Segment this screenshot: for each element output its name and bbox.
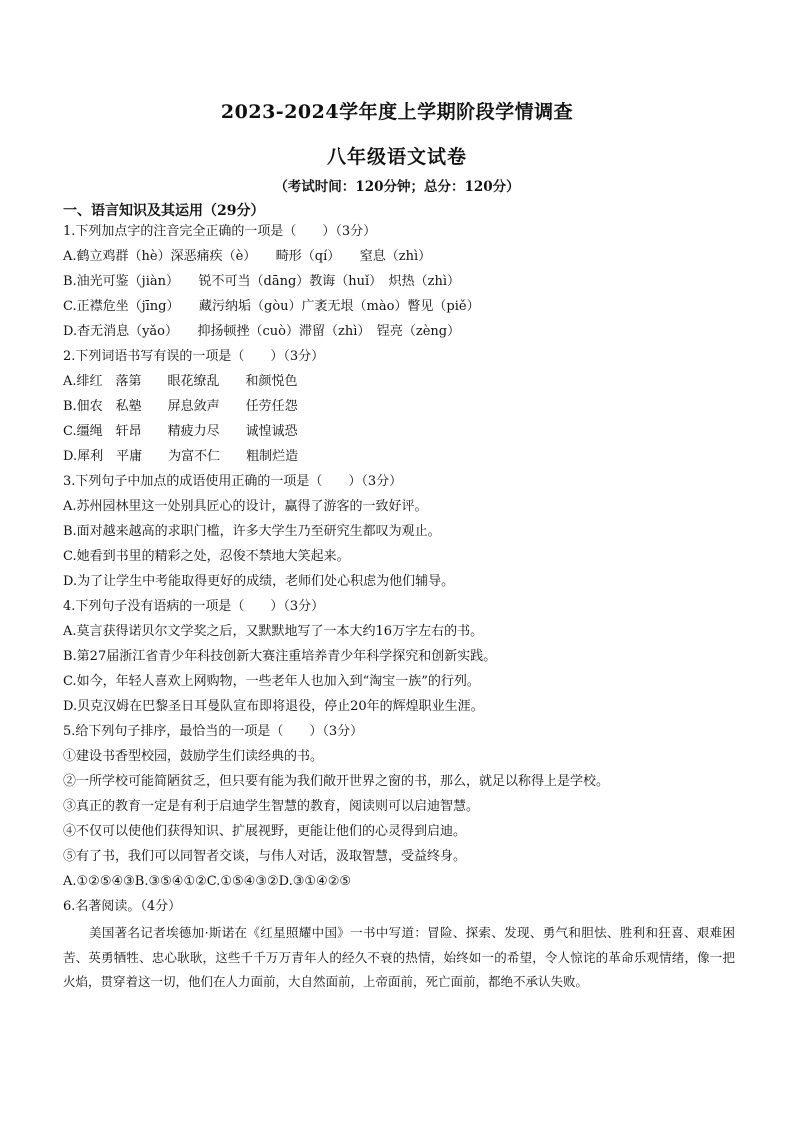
question-2-option-d: D.犀利 平庸 为富不仁 粗制烂造 [63,449,299,464]
question-5-sentence-4: ④不仅可以使他们获得知识、扩展视野，更能让他们的心灵得到启迪。 [63,824,467,839]
question-3-option-c: C.她看到书里的精彩之处，忍俊不禁地大笑起来。 [63,549,350,564]
question-6-stem: 6.名著阅读。（4分） [63,899,182,914]
question-4-option-b: B.第27届浙江省青少年科技创新大赛注重培养青少年科学探究和创新实践。 [63,649,497,664]
question-2-option-b: B.佃农 私塾 屏息敛声 任劳任怨 [63,399,298,414]
question-3-option-b: B.面对越来越高的求职门槛，许多大学生乃至研究生都叹为观止。 [63,524,441,539]
exam-info: （考试时间：120分钟；总分：120分） [274,179,520,195]
question-3-stem: 3.下列句子中加点的成语使用正确的一项是（ ）（3分） [63,474,403,489]
question-5-sentence-5: ⑤有了书，我们可以同智者交谈，与伟人对话，汲取智慧，受益终身。 [63,849,467,864]
question-1-stem: 1.下列加点字的注音完全正确的一项是（ ）（3分） [63,224,377,239]
question-5-stem: 5.给下列句子排序，最恰当的一项是（ ）（3分） [63,724,364,739]
question-4-option-a: A.莫言获得诺贝尔文学奖之后，又默默地写了一本大约16万字左右的书。 [63,624,484,639]
question-2-option-c: C.缰绳 轩昂 精疲力尽 诚惶诚恐 [63,424,298,439]
question-2-stem: 2.下列词语书写有误的一项是（ ）（3分） [63,349,325,364]
question-4-stem: 4.下列句子没有语病的一项是（ ）（3分） [63,599,325,614]
question-5-sentence-3: ③真正的教育一定是有利于启迪学生智慧的教育，阅读则可以启迪智慧。 [63,799,480,814]
question-2-option-a: A.绯红 落第 眼花缭乱 和颜悦色 [63,374,298,389]
question-1-option-b: B.油光可鉴（jiàn） 锐不可当（dāng）教诲（huǐ） 炽热（zhì） [63,274,461,289]
question-1-option-c: C.正襟危坐（jīng） 藏污纳垢（gòu）广袤无垠（mào）瞥见（piě） [63,299,480,314]
question-4-option-c: C.如今，年轻人喜欢上网购物，一些老年人也加入到“淘宝一族”的行列。 [63,674,480,689]
question-3-option-d: D.为了让学生中考能取得更好的成绩，老师们处心积虑为他们辅导。 [63,574,455,589]
questions-body [63,223,743,923]
question-3-option-a: A.苏州园林里这一处别具匠心的设计，赢得了游客的一致好评。 [63,499,428,514]
question-1-option-a: A.鹤立鸡群（hè）深恶痛疾（è） 畸形（qí） 窒息（zhì） [63,249,432,264]
question-4-option-d: D.贝克汉姆在巴黎圣日耳曼队宣布即将退役，停止20年的辉煌职业生涯。 [63,699,484,714]
section-heading: 一、语言知识及其运用（29分） [63,203,265,219]
question-1-option-d: D.杳无消息（yǎo） 抑扬顿挫（cuò）滞留（zhì） 锃亮（zèng） [63,324,461,339]
question-5-sentence-1: ①建设书香型校园，鼓励学生们读经典的书。 [63,749,324,764]
question-6-passage: 美国著名记者埃德加·斯诺在《红星照耀中国》一书中写道：冒险、探索、发现、勇气和胆怯、胜利和狂喜、艰难困苦、英勇牺牲、忠心耿耿，这些千千万万青年人的经久不衰的热情，始终如一的希望，令人惊诧的革命乐观情绪，像一把火焰，贯穿着这一切，他们在人力面前，大自然面前，上帝面前，死亡面前，都绝不承认失败。 [63,925,735,989]
question-5-answers: A.①②⑤④③B.③⑤④①②C.①⑤④③②D.③①④②⑤ [63,874,351,889]
question-5-sentence-2: ②一所学校可能简陋贫乏，但只要有能为我们敞开世界之窗的书，那么，就足以称得上是学校。 [63,774,610,789]
exam-subtitle: 八年级语文试卷 [326,146,467,168]
exam-title: 2023-2024学年度上学期阶段学情调查 [220,101,574,123]
